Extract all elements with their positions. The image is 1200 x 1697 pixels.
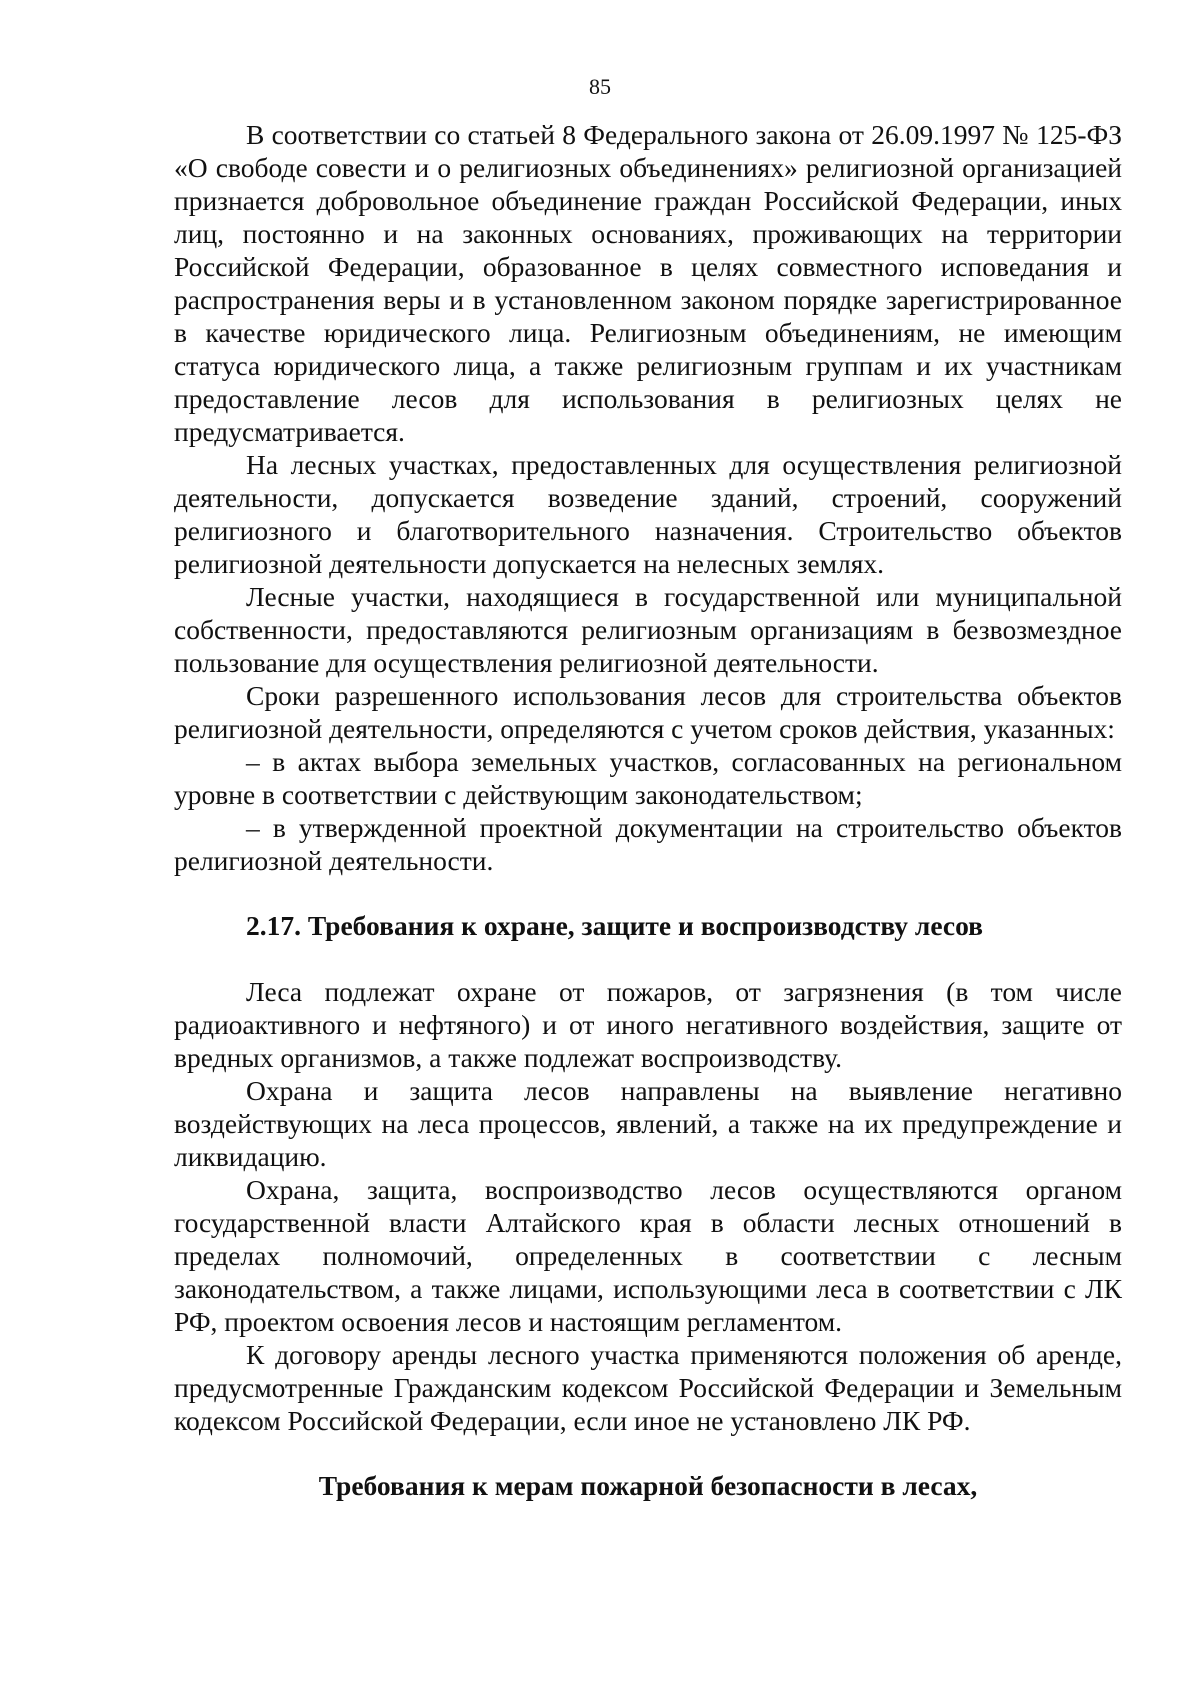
paragraph: Охрана, защита, воспроизводство лесов осуществляются органом государственной власти Алтайского края в области лесных отношений в пределах полномочий, определенных в соответствии с лесным законодательством, а также лицами, использующими леса в соответствии с ЛК РФ, проектом освоения лесов и настоящим регламентом. bbox=[174, 1174, 1122, 1337]
paragraph: В соответствии со статьей 8 Федерального закона от 26.09.1997 № 125-ФЗ «О свободе совести и о религиозных объединениях» религиозной организацией признается добровольное объединение граждан Российской Федерации, иных лиц, постоянно и на законных основаниях, проживающих на территории Российской Федерации, образованное в целях совместного исповедания и распространения веры и в установленном законом порядке зарегистрированное в качестве юридического лица. Религиозным объединениям, не имеющим статуса юридического лица, а также религиозным группам и их участникам предоставление лесов для использования в религиозных целях не предусматривается. bbox=[174, 119, 1122, 447]
paragraph: К договору аренды лесного участка применяются положения об аренде, предусмотренные Гражданским кодексом Российской Федерации и Земельным кодексом Российской Федерации, если иное не установлено ЛК РФ. bbox=[174, 1339, 1122, 1436]
paragraph: На лесных участках, предоставленных для осуществления религиозной деятельности, допускается возведение зданий, строений, сооружений религиозного и благотворительного назначения. Строительство объектов религиозной деятельности допускается на нелесных землях. bbox=[174, 449, 1122, 579]
subsection-heading: Требования к мерам пожарной безопасности в лесах, bbox=[318, 1470, 978, 1501]
list-item: – в утвержденной проектной документации на строительство объектов религиозной деятельности. bbox=[174, 812, 1122, 876]
page-number: 85 bbox=[589, 74, 611, 99]
list-item: – в актах выбора земельных участков, согласованных на региональном уровне в соответствии с действующим законодательством; bbox=[174, 746, 1122, 810]
paragraph: Сроки разрешенного использования лесов для строительства объектов религиозной деятельности, определяются с учетом сроков действия, указанных: bbox=[174, 680, 1122, 744]
paragraph: Леса подлежат охране от пожаров, от загрязнения (в том числе радиоактивного и нефтяного) и от иного негативного воздействия, защите от вредных организмов, а также подлежат воспроизводству. bbox=[174, 976, 1122, 1073]
paragraph: Лесные участки, находящиеся в государственной или муниципальной собственности, предоставляются религиозным организациям в безвозмездное пользование для осуществления религиозной деятельности. bbox=[174, 581, 1122, 678]
document-body bbox=[174, 118, 1122, 1502]
section-heading: 2.17. Требования к охране, защите и воспроизводству лесов bbox=[246, 910, 983, 941]
paragraph: Охрана и защита лесов направлены на выявление негативно воздействующих на леса процессов, явлений, а также на их предупреждение и ликвидацию. bbox=[174, 1075, 1122, 1172]
